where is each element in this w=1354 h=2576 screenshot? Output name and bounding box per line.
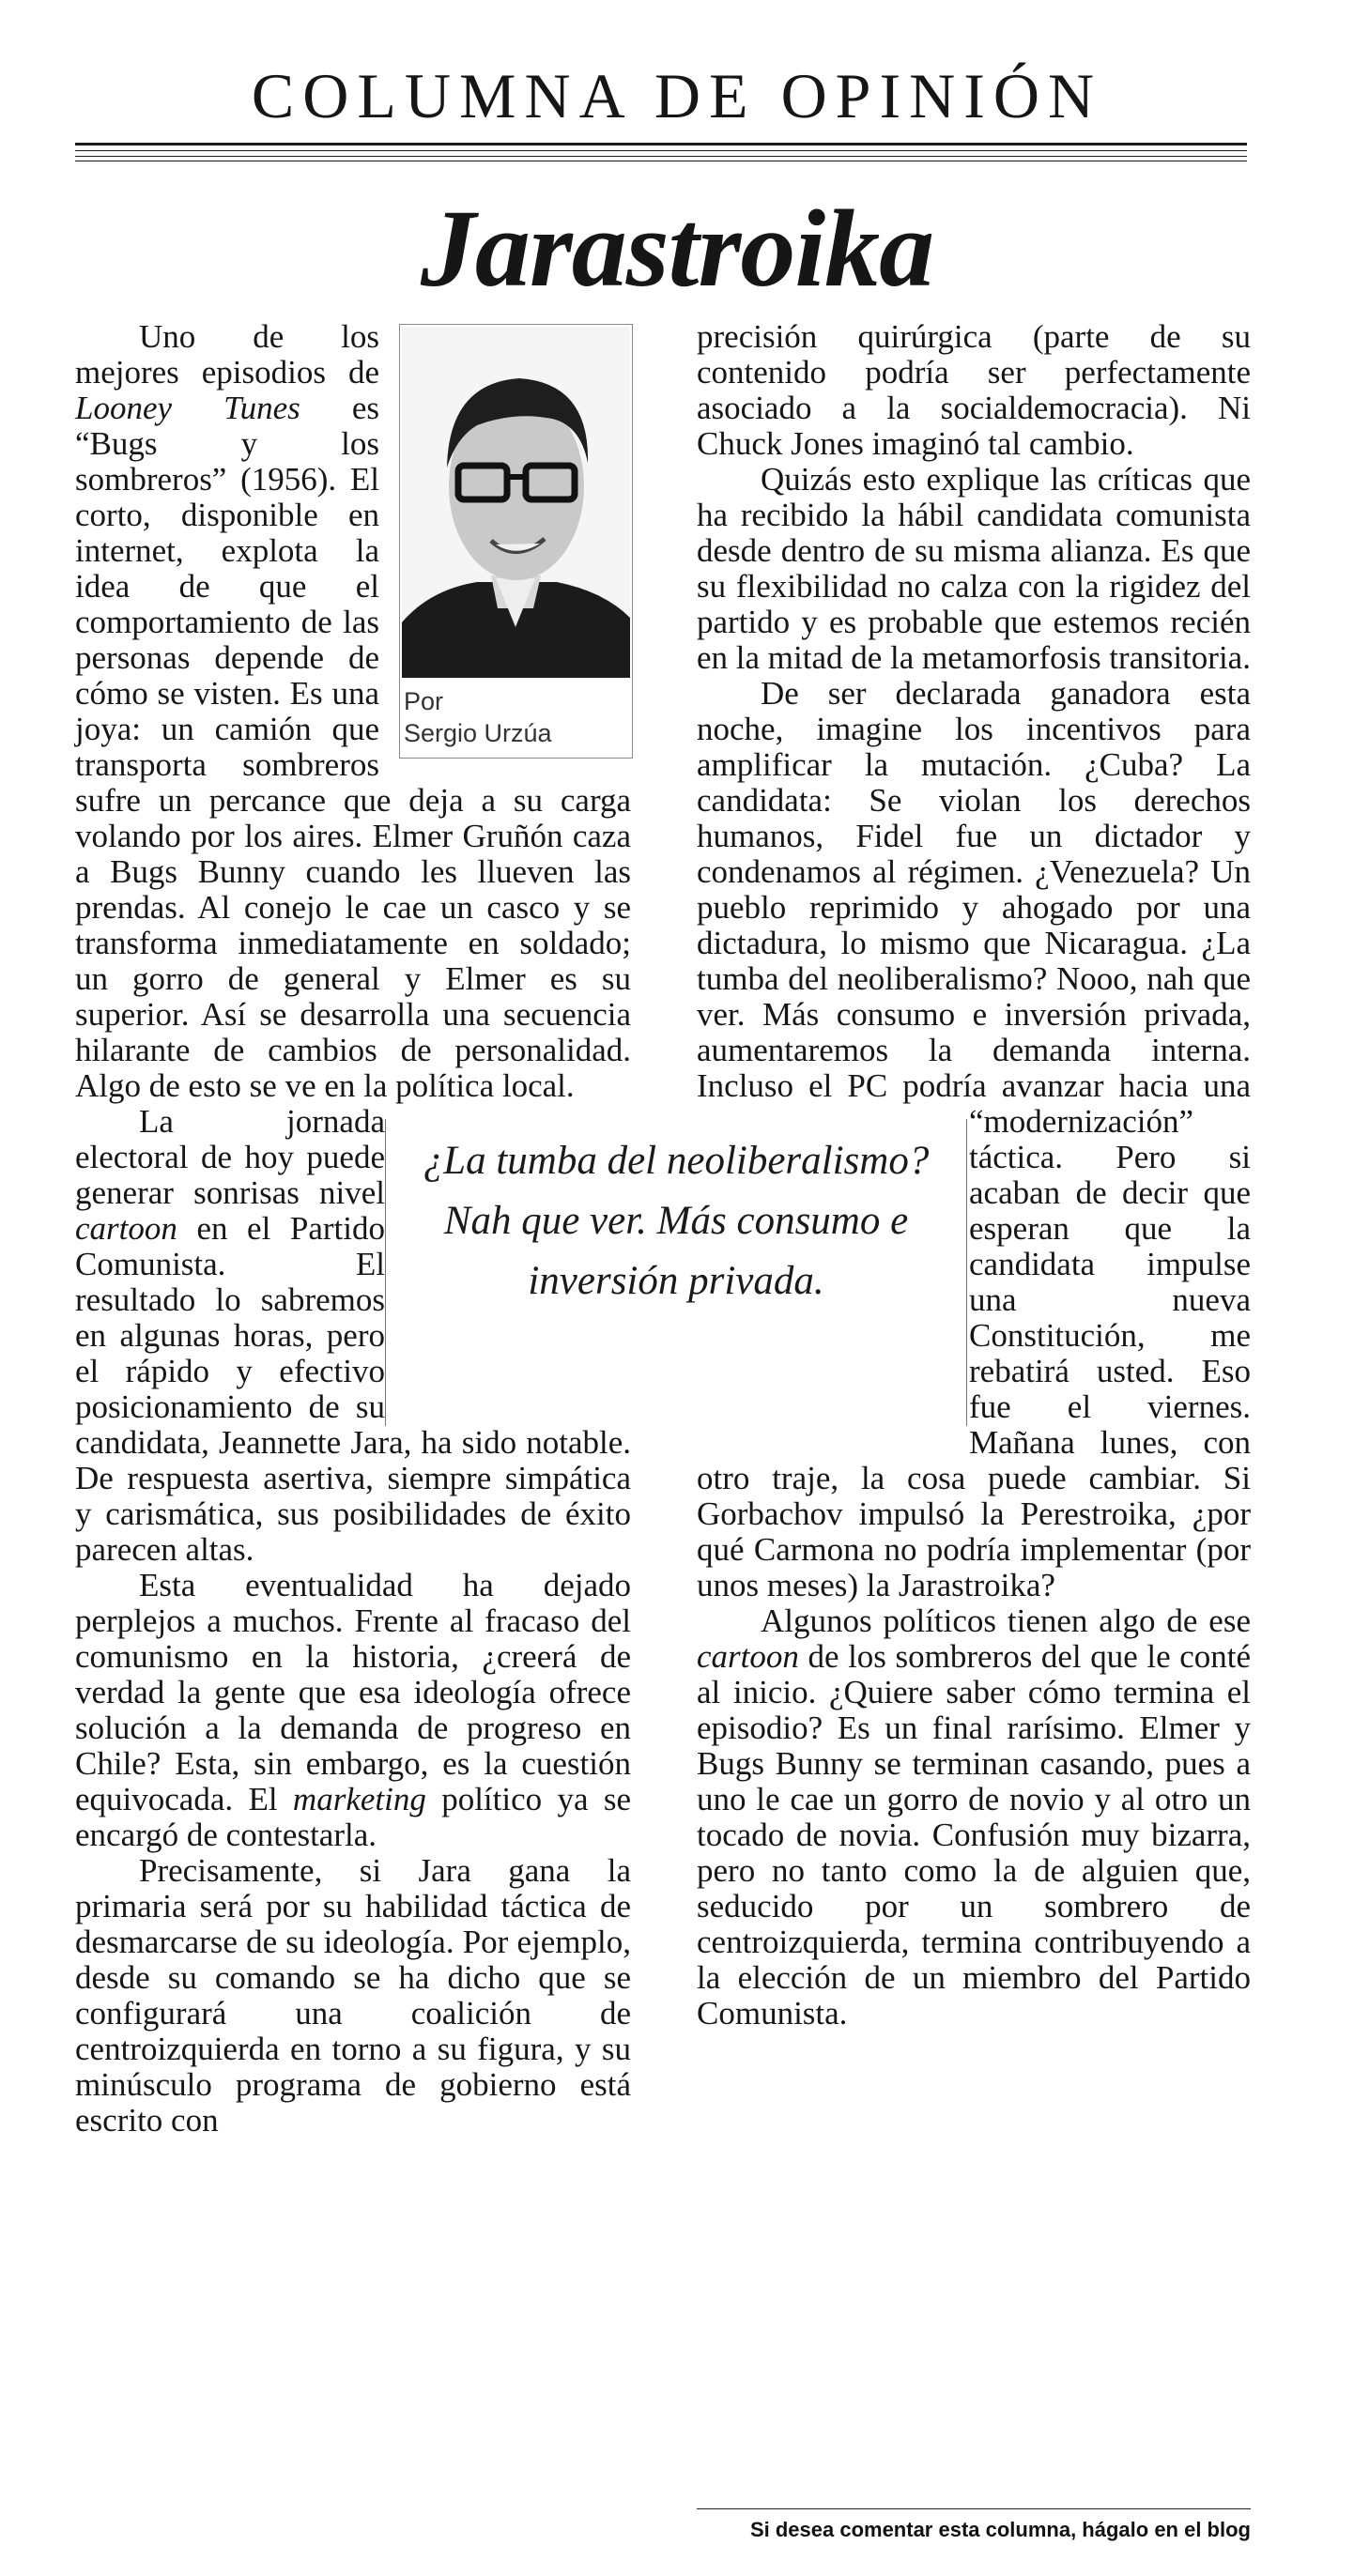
paragraph: Algunos políticos tienen algo de ese cartoon de los sombreros del que le conté al inicio. ¿Quiere saber cómo termina el episodio? Es un final rarísimo. Elmer y Bugs Bunny se terminan casando, pues a uno le cae un gorro de novio y al otro un tocado de novia. Confusión muy bizarra, pero no tanto como la de alguien que, seducido por un sombrero de centroizquierda, termina contribuyendo a la elección de un miembro del Partido Comunista. [697,1602,1251,2032]
paragraph: precisión quirúrgica (parte de su contenido podría ser perfectamente asociado a la socialdemocracia). Ni Chuck Jones imaginó tal cambio. [697,318,1251,462]
paragraph: De ser declarada ganadora esta noche, imagine los incentivos para amplificar la mutación. ¿Cuba? La candidata: Se violan los derechos humanos, Fidel fue un dictador y condenamos al régimen. ¿Venezuela? Un pueblo reprimido y ahogado por una dictadura, lo mismo que Nicaragua. ¿La tumba del neoliberalismo? Nooo, nah que ver. Más consumo e inversión privada, aumentaremos la demanda interna. Incluso el PC podría avanzar hacia una “modernización” táctica. Pero si acaban de decir que esperan que la candidata impulse una nueva Constitución, me rebatirá usted. Eso fue el viernes. Mañana lunes, con otro traje, la cosa puede cambiar. Si Gorbachov impulsó la Perestroika, ¿por qué Carmona no podría implementar (por unos meses) la Jarastroika? [697,675,1251,1603]
footer-note: Si desea comentar esta columna, hágalo en el blog [749,2518,1251,2541]
author-photo-box [399,324,633,759]
footer-rule [697,2508,1251,2509]
paragraph: Esta eventualidad ha dejado perplejos a muchos. Frente al fracaso del comunismo en la historia, ¿creerá de verdad la gente que esa ideología ofrece solución a la demanda de progreso en Chile? Esta, sin embargo, es la cuestión equivocada. El marketing político ya se encargó de contestarla. [75,1567,632,1853]
header-rule-thin [75,150,1247,151]
paragraph: Precisamente, si Jara gana la primaria será por su habilidad táctica de desmarcarse de su ideología. Por ejemplo, desde su comando se ha dicho que se configurará una coalición de centroizquierda en torno a su figura, y su minúsculo programa de gobierno está escrito con [75,1852,631,2139]
byline-author: Sergio Urzúa [404,719,552,747]
header-rule [75,143,1247,146]
paragraph: Uno de los mejores episodios de Looney Tunes es “Bugs y los sombreros” (1956). El corto, disponible en internet, explota la idea de que el comportamiento de las personas depende de cómo se visten. Es una joya: un camión que transporta sombreros sufre un percance que deja a su carga volando por los aires. Elmer Gruñón caza a Bugs Bunny cuando les llueven las prendas. Al conejo le cae un casco y se transforma inmediatamente en soldado; un gorro de general y Elmer es su superior. Así se desarrolla una secuencia hilarante de cambios de personalidad. Algo de esto se ve en la política local. [75,318,631,1104]
paragraph: La jornada electoral de hoy puede generar sonrisas nivel cartoon en el Partido Comunista. El resultado lo sabremos en algunas horas, pero el rápido y efectivo posicionamiento de su candidata, Jeannette Jara, ha sido notable. De respuesta asertiva, siempre simpática y carismática, sus posibilidades de éxito parecen altas. [75,1103,631,1568]
paragraph: Quizás esto explique las críticas que ha recibido la hábil candidata comunista desde dentro de su misma alianza. Es que su flexibilidad no calza con la rigidez del partido y es probable que estemos recién en la mitad de la metamorfosis transitoria. [697,461,1251,676]
pullquote: ¿La tumba del neoliberalismo? Nah que ver. Más consumo e inversión privada. [423,1139,930,1303]
section-header: COLUMNA DE OPINIÓN [251,60,1103,131]
header-rule-thin [75,156,1247,157]
headline: Jarastroika [420,187,934,310]
author-photo [402,327,630,678]
byline-prefix: Por [404,687,444,715]
